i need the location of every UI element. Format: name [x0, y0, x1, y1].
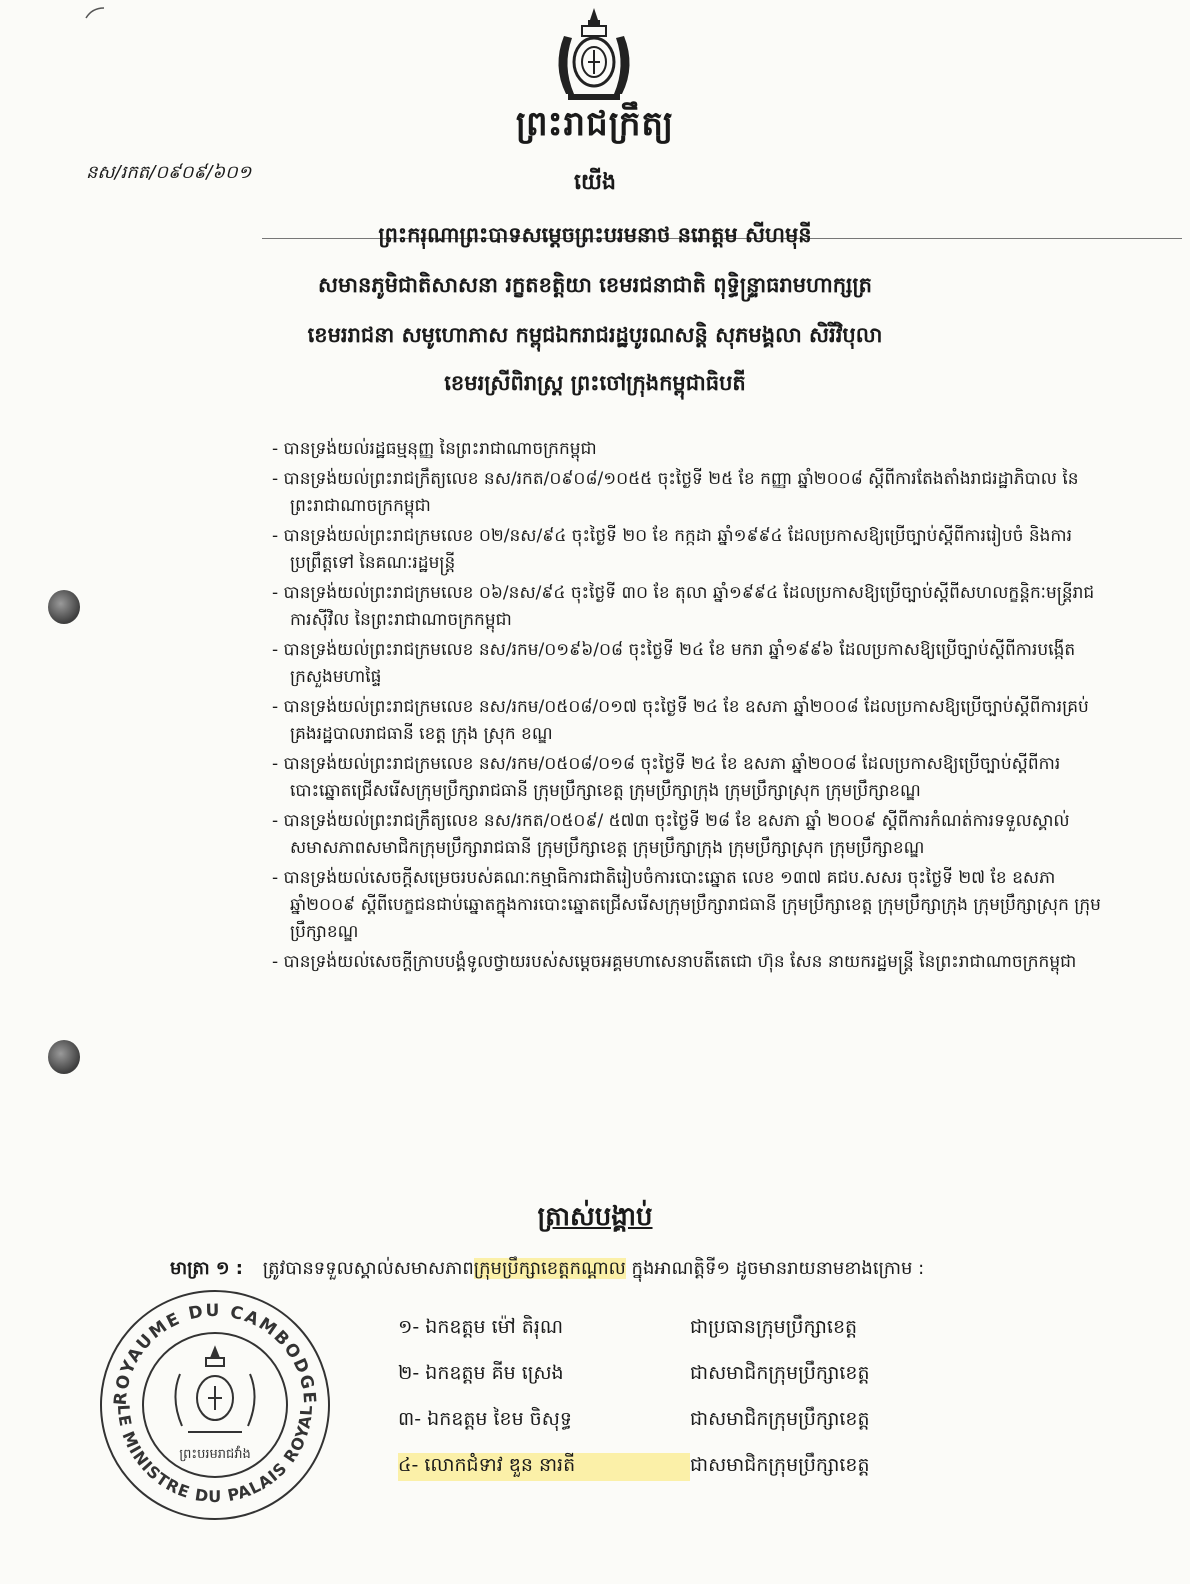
list-item — [398, 1398, 958, 1444]
article-label: មាត្រា ១ : — [170, 1258, 243, 1279]
member-name: ២- ឯកឧត្តម គីម ស្រេង — [398, 1362, 564, 1384]
consideration-item: - បានទ្រង់យល់សេចក្តីក្រាបបង្គំទូលថ្វាយរបស់សម្តេចអគ្គមហាសេនាបតីតេជោ ហ៊ុន សែន នាយករដ្ឋមន្ត្រី នៃព្រះរាជាណាចក្រកម្ពុជា — [272, 952, 1077, 972]
article-highlight: ក្រុមប្រឹក្សាខេត្តកណ្តាល — [473, 1258, 626, 1279]
member-role: ជាសមាជិកក្រុមប្រឹក្សាខេត្ត — [690, 1408, 870, 1430]
section-heading: ត្រាស់បង្គាប់ — [537, 1202, 653, 1232]
seal-inner-text: ព្រះបរមរាជវាំង — [179, 1447, 251, 1462]
consideration-item: - បានទ្រង់យល់ព្រះរាជក្រមលេខ ០៦/នស/៩៤ ចុះថ្ងៃទី ៣០ ខែ តុលា ឆ្នាំ១៩៩៤ ដែលប្រកាសឱ្យប្រើច្បាប់ស្តីពីសហលក្ខន្តិកៈមន្ត្រីរាជការស៊ីវិល នៃព្រះរាជាណាចក្រកម្ពុជា — [272, 583, 1095, 630]
considerations-list — [272, 436, 1102, 979]
consideration-item: - បានទ្រង់យល់ព្រះរាជក្រមលេខ ០២/នស/៩៤ ចុះថ្ងៃទី ២០ ខែ កក្កដា ឆ្នាំ១៩៩៤ ដែលប្រកាសឱ្យប្រើច្បាប់ស្តីពីការរៀបចំ និងការប្រព្រឹត្តទៅ នៃគណៈរដ្ឋមន្ត្រី — [272, 526, 1073, 573]
king-title-line-1: ព្រះករុណាព្រះបាទសម្តេចព្រះបរមនាថ នរោត្តម សីហមុនី — [378, 222, 812, 247]
list-item — [398, 1444, 958, 1490]
consideration-item: - បានទ្រង់យល់ព្រះរាជក្រឹត្យលេខ នស/រកត/០៥០៩/ ៥៧៣ ចុះថ្ងៃទី ២៨ ខែ ឧសភា ឆ្នាំ ២០០៩ ស្តីពីការកំណត់ការទទួលស្គាល់សមាសភាពសមាជិកក្រុមប្រឹក្សារាជធានី ក្រុមប្រឹក្សាខេត្ត ក្រុមប្រឹក្សាក្រុង ក្រុមប្រឹក្សាស្រុក ក្រុមប្រឹក្សាខណ្ឌ — [272, 811, 1070, 858]
king-title-line-4: ខេមរស្រីពិរាស្ត្រ ព្រះចៅក្រុងកម្ពុជាធិបតី — [444, 370, 746, 395]
consideration-item: - បានទ្រង់យល់ព្រះរាជក្រមលេខ នស/រកម/០១៩៦/០៨ ចុះថ្ងៃទី ២៤ ខែ មករា ឆ្នាំ១៩៩៦ ដែលប្រកាសឱ្យប្រើច្បាប់ស្តីពីការបង្កើតក្រសួងមហាផ្ទៃ — [272, 640, 1076, 687]
members-list — [398, 1306, 958, 1490]
punch-hole — [48, 1040, 80, 1074]
royal-palace-seal-icon — [96, 1286, 334, 1524]
consideration-item: - បានទ្រង់យល់សេចក្តីសម្រេចរបស់គណៈកម្មាធិការជាតិរៀបចំការបោះឆ្នោត លេខ ១៣៧ គជប.សសរ ចុះថ្ងៃទី ២៧ ខែ ឧសភា ឆ្នាំ២០០៩ ស្តីពីបេក្ខជនជាប់ឆ្នោតក្នុងការបោះឆ្នោតជ្រើសរើសក្រុមប្រឹក្សារាជធានី ក្រុមប្រឹក្សាខេត្ត ក្រុមប្រឹក្សាក្រុង ក្រុមប្រឹក្សាស្រុក ក្រុមប្រឹក្សាខណ្ឌ — [272, 868, 1101, 942]
member-role: ជាប្រធានក្រុមប្រឹក្សាខេត្ត — [690, 1316, 858, 1338]
we-heading: យើង — [574, 170, 616, 195]
royal-emblem-icon — [548, 6, 640, 102]
seal-bottom-text: LE MINISTRE DU PALAIS ROYAL — [113, 1403, 317, 1506]
seal-top-text: ROYAUME DU CAMBODGE — [110, 1300, 320, 1407]
member-role: ជាសមាជិកក្រុមប្រឹក្សាខេត្ត — [690, 1362, 870, 1384]
member-name: ១- ឯកឧត្តម ម៉ៅ តិរុណ — [398, 1316, 564, 1338]
list-item — [398, 1306, 958, 1352]
member-name: ៤- លោកជំទាវ ឌួន នារតី — [398, 1453, 690, 1481]
member-role: ជាសមាជិកក្រុមប្រឹក្សាខេត្ត — [690, 1454, 870, 1476]
pen-mark — [84, 6, 106, 20]
article-1 — [170, 1256, 1070, 1283]
consideration-item: - បានទ្រង់យល់ព្រះរាជក្រមលេខ នស/រកម/០៥០៨/០១៨ ចុះថ្ងៃទី ២៤ ខែ ឧសភា ឆ្នាំ២០០៨ ដែលប្រកាសឱ្យប្រើច្បាប់ស្តីពីការបោះឆ្នោតជ្រើសរើសក្រុមប្រឹក្សារាជធានី ក្រុមប្រឹក្សាខេត្ត ក្រុមប្រឹក្សាក្រុង ក្រុមប្រឹក្សាស្រុក ក្រុមប្រឹក្សាខណ្ឌ — [272, 754, 1061, 801]
punch-hole — [48, 590, 80, 624]
member-name: ៣- ឯកឧត្តម ខៃម ចិសុទ្ធ — [398, 1408, 572, 1430]
king-title-line-2: សមានភូមិជាតិសាសនា រក្ខតខត្តិយា ខេមរជនាជាតិ ពុទ្ធិន្ទ្រាធរាមហាក្សត្រ — [318, 272, 872, 297]
list-item — [398, 1352, 958, 1398]
article-text-after: ក្នុងអាណត្តិទី១ ដូចមានរាយនាមខាងក្រោម : — [625, 1258, 925, 1279]
article-text-before: ត្រូវបានទទួលស្គាល់សមាសភាព — [262, 1258, 474, 1279]
reference-number: នស/រកត/០៩០៩/៦០១ — [86, 162, 252, 183]
consideration-item: - បានទ្រង់យល់ព្រះរាជក្រឹត្យលេខ នស/រកត/០៩០៨/១០៥៥ ចុះថ្ងៃទី ២៥ ខែ កញ្ញា ឆ្នាំ២០០៨ ស្តីពីការតែងតាំងរាជរដ្ឋាភិបាល នៃព្រះរាជាណាចក្រកម្ពុជា — [272, 469, 1079, 516]
decree-title: ព្រះរាជក្រឹត្យ — [515, 104, 675, 144]
king-title-line-3: ខេមររាជនា សមូហោភាស កម្ពុជឯករាជរដ្ឋបូរណសន្តិ សុភមង្គលា សិរីវិបុលា — [307, 322, 883, 347]
consideration-item: - បានទ្រង់យល់រដ្ឋធម្មនុញ្ញ នៃព្រះរាជាណាចក្រកម្ពុជា — [272, 439, 597, 459]
consideration-item: - បានទ្រង់យល់ព្រះរាជក្រមលេខ នស/រកម/០៥០៨/០១៧ ចុះថ្ងៃទី ២៤ ខែ ឧសភា ឆ្នាំ២០០៨ ដែលប្រកាសឱ្យប្រើច្បាប់ស្តីពីការគ្រប់គ្រងរដ្ឋបាលរាជធានី ខេត្ត ក្រុង ស្រុក ខណ្ឌ — [272, 697, 1089, 744]
